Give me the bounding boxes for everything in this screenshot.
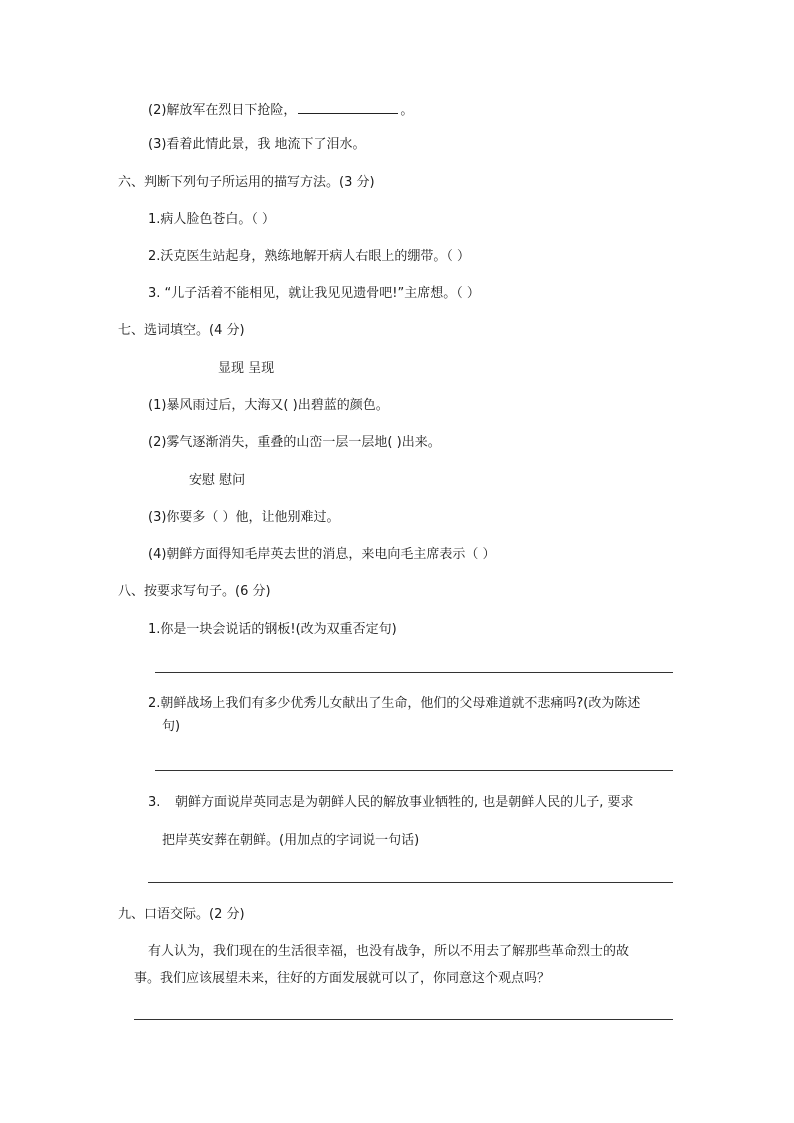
sec9-para-line2: 事。我们应该展望未来，往好的方面发展就可以了，你同意这个观点吗？ [134, 971, 551, 986]
sec8-q2-line2: 句) [162, 719, 181, 734]
sec7-q3: (3)你要多（ ）他，让他别难过。 [148, 510, 340, 525]
sec8-q1: 1.你是一块会说话的钢板!(改为双重否定句) [148, 622, 397, 637]
sec7-q2: (2)雾气逐渐消失，重叠的山峦一层一层地( )出来。 [148, 435, 441, 450]
answer-line-2[interactable] [155, 770, 673, 771]
sec6-q1: 1.病人脸色苍白。（ ） [148, 212, 276, 227]
sec5-q2-end: 。 [400, 103, 414, 118]
answer-line-3[interactable] [148, 882, 673, 883]
sec5-q2-text: (2)解放军在烈日下抢险， [148, 103, 297, 118]
sec6-q3: 3. “儿子活着不能相见，就让我见见遗骨吧!”主席想。（ ） [148, 286, 480, 301]
sec8-q2-line1: 2.朝鲜战场上我们有多少优秀儿女献出了生命，他们的父母难道就不悲痛吗?(改为陈述 [148, 696, 641, 711]
answer-line-1[interactable] [155, 672, 673, 673]
sec8-title: 八、按要求写句子。(6 分) [118, 584, 271, 599]
sec7-word-choices-1: 显现 呈现 [218, 361, 275, 376]
sec7-q4: (4)朝鲜方面得知毛岸英去世的消息，来电向毛主席表示（ ） [148, 547, 496, 562]
sec8-q3-number: 3. [148, 795, 161, 810]
sec5-q3: (3)看着此情此景，我 地流下了泪水。 [148, 137, 366, 152]
sec7-word-choices-2: 安慰 慰问 [189, 473, 246, 488]
sec9-title: 九、口语交际。(2 分) [118, 907, 245, 922]
sec6-q2: 2.沃克医生站起身，熟练地解开病人右眼上的绷带。（ ） [148, 249, 471, 264]
sec5-q2 [148, 99, 413, 120]
sec8-q3-line2: 把岸英安葬在朝鲜。(用加点的字词说一句话) [162, 833, 420, 848]
sec8-q3-line1: 朝鲜方面说岸英同志是为朝鲜人民的解放事业牺牲的, 也是朝鲜人民的儿子, 要求 [175, 795, 634, 810]
sec6-title: 六、判断下列句子所运用的描写方法。(3 分) [118, 175, 375, 190]
fill-blank[interactable] [298, 99, 398, 114]
sec9-para-line1: 有人认为，我们现在的生活很幸福，也没有战争，所以不用去了解那些革命烈士的故 [148, 944, 630, 959]
answer-line-4[interactable] [134, 1019, 673, 1020]
sec7-q1: (1)暴风雨过后，大海又( )出碧蓝的颜色。 [148, 398, 389, 413]
sec7-title: 七、选词填空。(4 分) [118, 323, 245, 338]
